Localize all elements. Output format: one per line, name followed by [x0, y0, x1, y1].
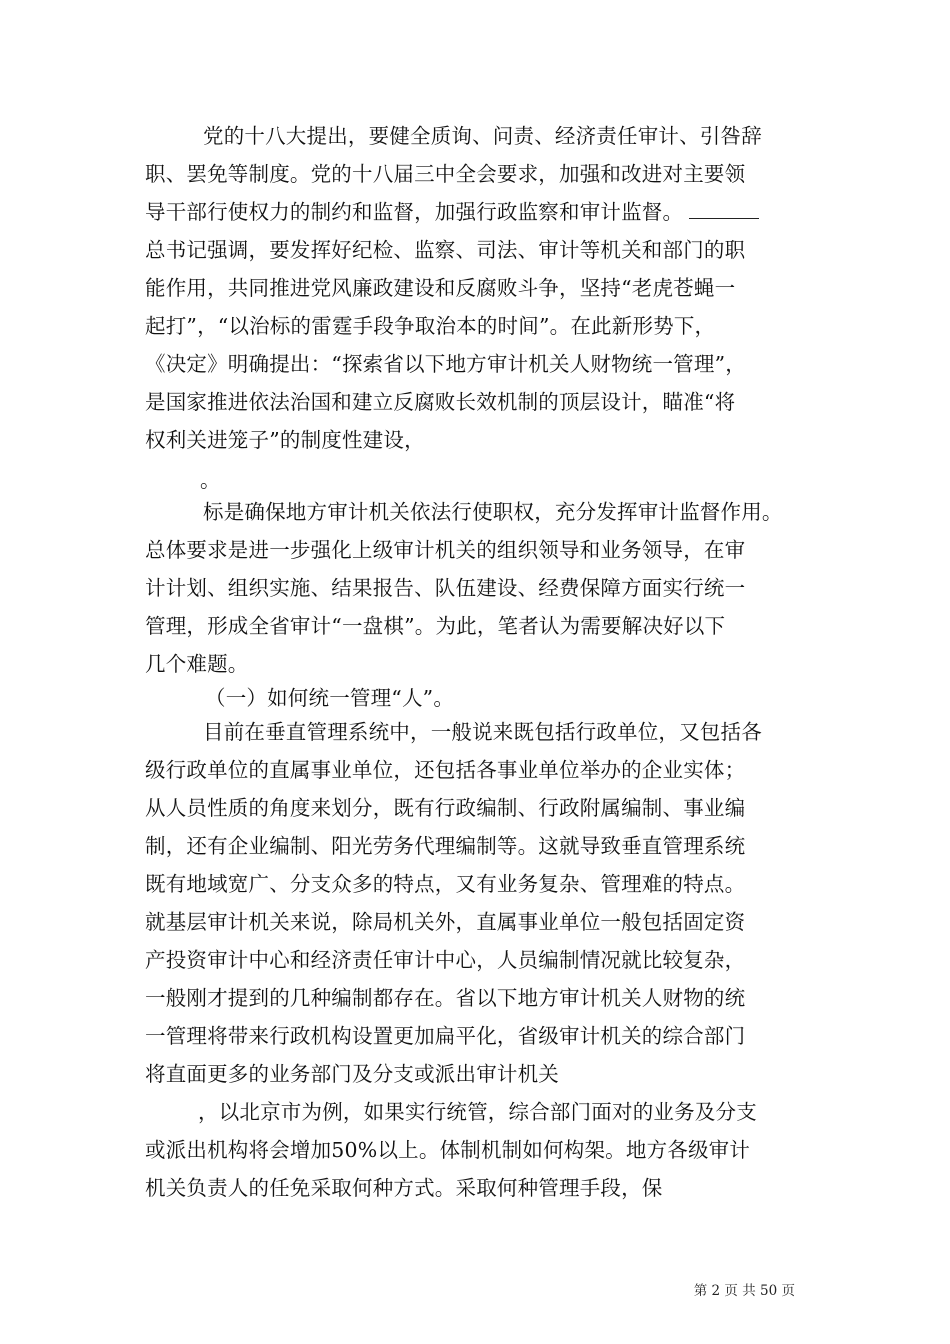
text-line: 制，还有企业编制、阳光劳务代理编制等。这就导致垂直管理系统 [145, 834, 746, 858]
text-line: 起打”，“以治标的雷霆手段争取治本的时间”。在此新形势下， [145, 314, 716, 338]
text-line: 管理，形成全省审计“一盘棋”。为此，笔者认为需要解决好以下 [145, 614, 726, 638]
text-line: 标是确保地方审计机关依法行使职权，充分发挥审计监督作用。 [203, 500, 783, 524]
text-line: 目前在垂直管理系统中，一般说来既包括行政单位，又包括各 [203, 720, 762, 744]
text-line: 能作用，共同推进党风廉政建设和反腐败斗争，坚持“老虎苍蝇一 [145, 276, 736, 300]
text-line: 一般刚才提到的几种编制都存在。省以下地方审计机关人财物的统 [145, 986, 746, 1010]
text-line: 既有地域宽广、分支众多的特点，又有业务复杂、管理难的特点。 [145, 872, 746, 896]
text-line: 。 [200, 468, 221, 492]
text-line: 党的十八大提出，要健全质询、问责、经济责任审计、引咎辞 [203, 124, 762, 148]
section-heading: （一）如何统一管理“人”。 [205, 686, 455, 710]
text-line-with-blank [145, 198, 759, 228]
page-number: 第 2 页 共 50 页 [693, 1283, 795, 1299]
text-line: 机关负责人的任免采取何种方式。采取何种管理手段，保 [145, 1176, 663, 1200]
text-line: 权利关进笼子”的制度性建设， [145, 428, 425, 452]
text-span: 导干部行使权力的制约和监督，加强行政监察和审计监督。 [145, 200, 684, 224]
text-line: 一管理将带来行政机构设置更加扁平化，省级审计机关的综合部门 [145, 1024, 746, 1048]
text-line: 总书记强调，要发挥好纪检、监察、司法、审计等机关和部门的职 [145, 238, 746, 262]
text-line: 是国家推进依法治国和建立反腐败长效机制的顶层设计，瞄准“将 [145, 390, 736, 414]
text-line: 计计划、组织实施、结果报告、队伍建设、经费保障方面实行统一 [145, 576, 746, 600]
text-line: 《决定》明确提出：“探索省以下地方审计机关人财物统一管理”， [145, 352, 746, 376]
text-line: 将直面更多的业务部门及分支或派出审计机关 [145, 1062, 559, 1086]
text-line: 总体要求是进一步强化上级审计机关的组织领导和业务领导，在审 [145, 538, 746, 562]
text-line: 或派出机构将会增加50%以上。体制机制如何构架。地方各级审计 [145, 1138, 751, 1162]
text-line: 级行政单位的直属事业单位，还包括各事业单位举办的企业实体； [145, 758, 746, 782]
text-line: 几个难题。 [145, 652, 249, 676]
text-line: 就基层审计机关来说，除局机关外，直属事业单位一般包括固定资 [145, 910, 746, 934]
text-line: 从人员性质的角度来划分，既有行政编制、行政附属编制、事业编 [145, 796, 746, 820]
text-line: 职、罢免等制度。党的十八届三中全会要求，加强和改进对主要领 [145, 162, 746, 186]
redacted-blank [689, 202, 759, 219]
text-line: ，以北京市为例，如果实行统管，综合部门面对的业务及分支 [198, 1100, 757, 1124]
text-line: 产投资审计中心和经济责任审计中心，人员编制情况就比较复杂， [145, 948, 746, 972]
